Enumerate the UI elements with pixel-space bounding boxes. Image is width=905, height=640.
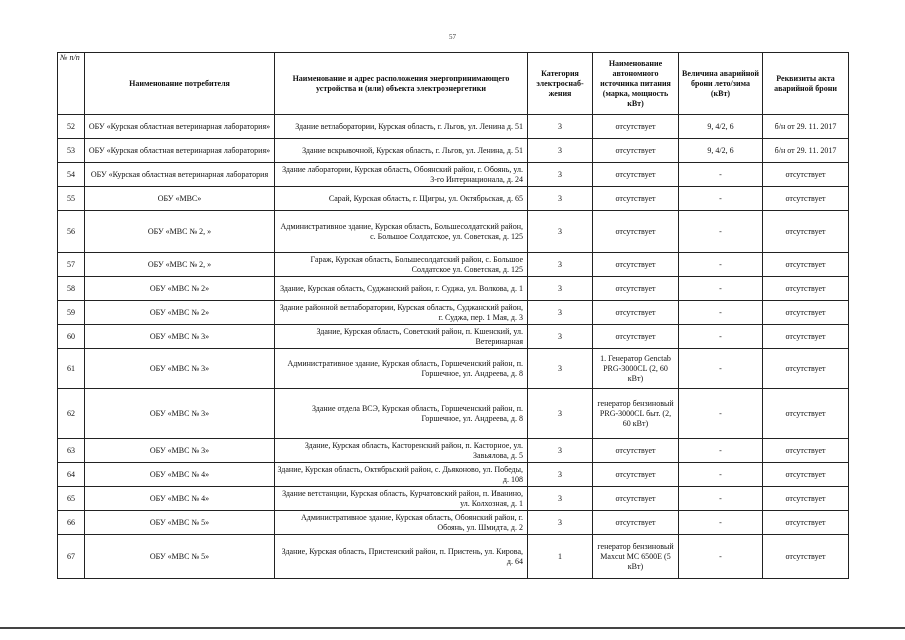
consumer-name: ОБУ «МВС № 5» bbox=[85, 511, 275, 535]
consumers-table-container bbox=[57, 52, 849, 579]
supply-category: 1 bbox=[528, 535, 593, 579]
object-address: Здание лаборатории, Курская область, Обоянский район, г. Обоянь, ул. 3-го Интернационала, д. 24 bbox=[275, 163, 528, 187]
act-details: отсутствует bbox=[763, 349, 849, 389]
row-number: 58 bbox=[58, 277, 85, 301]
supply-category: 3 bbox=[528, 349, 593, 389]
row-number: 62 bbox=[58, 389, 85, 439]
act-details: отсутствует bbox=[763, 301, 849, 325]
supply-category: 3 bbox=[528, 253, 593, 277]
supply-category: 3 bbox=[528, 115, 593, 139]
table-row bbox=[58, 535, 849, 579]
object-address: Административное здание, Курская область, Большесолдатский район, с. Большое Солдатское, ул. Советская, д. 125 bbox=[275, 211, 528, 253]
object-address: Здание, Курская область, Суджанский район, г. Суджа, ул. Волкова, д. 1 bbox=[275, 277, 528, 301]
row-number: 55 bbox=[58, 187, 85, 211]
object-address: Здание отдела ВСЭ, Курская область, Горшеченский район, п. Горшечное, ул. Андреева, д. 8 bbox=[275, 389, 528, 439]
power-source: отсутствует bbox=[593, 511, 679, 535]
reserve-value: 9, 4/2, 6 bbox=[679, 115, 763, 139]
supply-category: 3 bbox=[528, 277, 593, 301]
reserve-value: - bbox=[679, 535, 763, 579]
reserve-value: - bbox=[679, 277, 763, 301]
row-number: 53 bbox=[58, 139, 85, 163]
row-number: 59 bbox=[58, 301, 85, 325]
consumer-name: ОБУ «МВС № 2» bbox=[85, 277, 275, 301]
reserve-value: - bbox=[679, 439, 763, 463]
consumer-name: ОБУ «Курская областная ветеринарная лаборатория» bbox=[85, 139, 275, 163]
table-row bbox=[58, 301, 849, 325]
act-details: отсутствует bbox=[763, 463, 849, 487]
object-address: Здание ветлаборатории, Курская область, г. Льгов, ул. Ленина д. 51 bbox=[275, 115, 528, 139]
consumer-name: ОБУ «МВС № 2, » bbox=[85, 211, 275, 253]
table-row bbox=[58, 325, 849, 349]
row-number: 60 bbox=[58, 325, 85, 349]
power-source: отсутствует bbox=[593, 439, 679, 463]
power-source: 1. Генератор Genctab PRG-3000CL (2, 60 кВт) bbox=[593, 349, 679, 389]
supply-category: 3 bbox=[528, 325, 593, 349]
header-number: № п/п bbox=[58, 53, 85, 115]
power-source: отсутствует bbox=[593, 463, 679, 487]
row-number: 63 bbox=[58, 439, 85, 463]
reserve-value: - bbox=[679, 211, 763, 253]
consumer-name: ОБУ «МВС № 4» bbox=[85, 463, 275, 487]
act-details: отсутствует bbox=[763, 487, 849, 511]
act-details: отсутствует bbox=[763, 253, 849, 277]
table-row bbox=[58, 277, 849, 301]
header-reserve: Величина аварийной брони лето/зима (кВт) bbox=[679, 53, 763, 115]
act-details: отсутствует bbox=[763, 535, 849, 579]
power-source: генератор бензиновый Maxcut MC 6500E (5 кВт) bbox=[593, 535, 679, 579]
act-details: б/н от 29. 11. 2017 bbox=[763, 139, 849, 163]
consumer-name: ОБУ «МВС № 5» bbox=[85, 535, 275, 579]
row-number: 67 bbox=[58, 535, 85, 579]
act-details: б/н от 29. 11. 2017 bbox=[763, 115, 849, 139]
row-number: 54 bbox=[58, 163, 85, 187]
consumer-name: ОБУ «МВС № 2, » bbox=[85, 253, 275, 277]
supply-category: 3 bbox=[528, 463, 593, 487]
act-details: отсутствует bbox=[763, 277, 849, 301]
act-details: отсутствует bbox=[763, 187, 849, 211]
table-row bbox=[58, 187, 849, 211]
consumer-name: ОБУ «МВС № 3» bbox=[85, 389, 275, 439]
header-power-source: Наименование автономного источника питания (марка, мощность кВт) bbox=[593, 53, 679, 115]
act-details: отсутствует bbox=[763, 389, 849, 439]
supply-category: 3 bbox=[528, 389, 593, 439]
supply-category: 3 bbox=[528, 511, 593, 535]
table-row bbox=[58, 389, 849, 439]
row-number: 56 bbox=[58, 211, 85, 253]
power-source: отсутствует bbox=[593, 253, 679, 277]
consumer-name: ОБУ «Курская областная ветеринарная лаборатория» bbox=[85, 115, 275, 139]
page-number: 57 bbox=[449, 33, 456, 41]
row-number: 61 bbox=[58, 349, 85, 389]
table-row bbox=[58, 511, 849, 535]
header-category: Категория электроснаб-жения bbox=[528, 53, 593, 115]
table-row bbox=[58, 439, 849, 463]
consumers-table bbox=[57, 52, 849, 579]
header-address: Наименование и адрес расположения энергопринимающего устройства и (или) объекта электроэнергетики bbox=[275, 53, 528, 115]
object-address: Сарай, Курская область, г. Щигры, ул. Октябрьская, д. 65 bbox=[275, 187, 528, 211]
act-details: отсутствует bbox=[763, 211, 849, 253]
act-details: отсутствует bbox=[763, 439, 849, 463]
consumer-name: ОБУ «МВС» bbox=[85, 187, 275, 211]
reserve-value: 9, 4/2, 6 bbox=[679, 139, 763, 163]
power-source: отсутствует bbox=[593, 487, 679, 511]
table-row bbox=[58, 487, 849, 511]
object-address: Здание, Курская область, Пристенский район, п. Пристень, ул. Кирова, д. 64 bbox=[275, 535, 528, 579]
header-act: Реквизиты акта аварийной брони bbox=[763, 53, 849, 115]
act-details: отсутствует bbox=[763, 163, 849, 187]
page-bottom-divider bbox=[0, 627, 905, 629]
table-row bbox=[58, 253, 849, 277]
reserve-value: - bbox=[679, 511, 763, 535]
object-address: Административное здание, Курская область, Горшеченский район, п. Горшечное, ул. Андреева, д. 8 bbox=[275, 349, 528, 389]
reserve-value: - bbox=[679, 487, 763, 511]
supply-category: 3 bbox=[528, 139, 593, 163]
power-source: отсутствует bbox=[593, 163, 679, 187]
object-address: Здание, Курская область, Октябрьский район, с. Дьяконово, ул. Победы, д. 108 bbox=[275, 463, 528, 487]
table-row bbox=[58, 139, 849, 163]
reserve-value: - bbox=[679, 187, 763, 211]
act-details: отсутствует bbox=[763, 511, 849, 535]
object-address: Здание районной ветлаборатории, Курская область, Суджанский район, г. Суджа, пер. 1 Мая, д. 3 bbox=[275, 301, 528, 325]
object-address: Здание, Курская область, Советский район, п. Кшенский, ул. Ветеринарная bbox=[275, 325, 528, 349]
reserve-value: - bbox=[679, 301, 763, 325]
table-row bbox=[58, 463, 849, 487]
object-address: Здание вскрывочной, Курская область, г. Льгов, ул. Ленина, д. 51 bbox=[275, 139, 528, 163]
row-number: 52 bbox=[58, 115, 85, 139]
power-source: отсутствует bbox=[593, 139, 679, 163]
reserve-value: - bbox=[679, 253, 763, 277]
supply-category: 3 bbox=[528, 187, 593, 211]
object-address: Здание ветстанции, Курская область, Курчатовский район, п. Иванино, ул. Колхозная, д. 1 bbox=[275, 487, 528, 511]
reserve-value: - bbox=[679, 463, 763, 487]
row-number: 57 bbox=[58, 253, 85, 277]
supply-category: 3 bbox=[528, 301, 593, 325]
row-number: 66 bbox=[58, 511, 85, 535]
row-number: 65 bbox=[58, 487, 85, 511]
reserve-value: - bbox=[679, 325, 763, 349]
table-row bbox=[58, 163, 849, 187]
consumer-name: ОБУ «МВС № 4» bbox=[85, 487, 275, 511]
table-header-row bbox=[58, 53, 849, 115]
power-source: генератор бензиновый PRG-3000CL быт. (2, 60 кВт) bbox=[593, 389, 679, 439]
reserve-value: - bbox=[679, 349, 763, 389]
table-row bbox=[58, 211, 849, 253]
act-details: отсутствует bbox=[763, 325, 849, 349]
object-address: Административное здание, Курская область, Обоянский район, г. Обоянь, ул. Шмидта, д. 2 bbox=[275, 511, 528, 535]
power-source: отсутствует bbox=[593, 277, 679, 301]
power-source: отсутствует bbox=[593, 187, 679, 211]
consumer-name: ОБУ «МВС № 2» bbox=[85, 301, 275, 325]
supply-category: 3 bbox=[528, 487, 593, 511]
row-number: 64 bbox=[58, 463, 85, 487]
header-consumer: Наименование потребителя bbox=[85, 53, 275, 115]
supply-category: 3 bbox=[528, 439, 593, 463]
power-source: отсутствует bbox=[593, 325, 679, 349]
object-address: Гараж, Курская область, Большесолдатский район, с. Большое Солдатское ул. Советская, д. 125 bbox=[275, 253, 528, 277]
table-row bbox=[58, 349, 849, 389]
reserve-value: - bbox=[679, 389, 763, 439]
consumer-name: ОБУ «МВС № 3» bbox=[85, 349, 275, 389]
consumer-name: ОБУ «МВС № 3» bbox=[85, 325, 275, 349]
power-source: отсутствует bbox=[593, 301, 679, 325]
reserve-value: - bbox=[679, 163, 763, 187]
supply-category: 3 bbox=[528, 211, 593, 253]
table-row bbox=[58, 115, 849, 139]
power-source: отсутствует bbox=[593, 211, 679, 253]
object-address: Здание, Курская область, Касторенский район, п. Касторное, ул. Завьялова, д. 5 bbox=[275, 439, 528, 463]
consumer-name: ОБУ «Курская областная ветеринарная лаборатория bbox=[85, 163, 275, 187]
consumer-name: ОБУ «МВС № 3» bbox=[85, 439, 275, 463]
supply-category: 3 bbox=[528, 163, 593, 187]
power-source: отсутствует bbox=[593, 115, 679, 139]
